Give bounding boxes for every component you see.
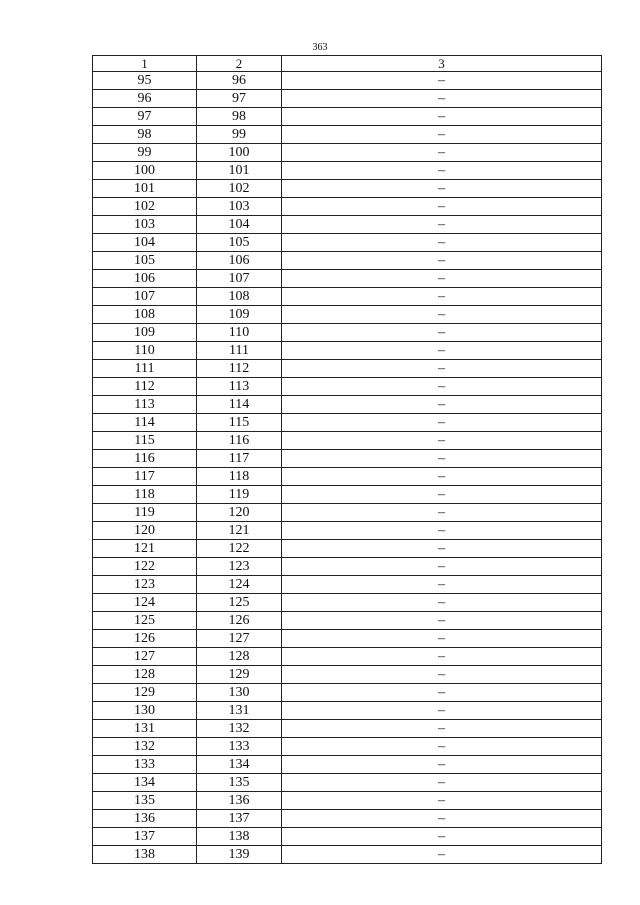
table-cell-col1: 118 — [93, 486, 197, 504]
table-cell-col1: 123 — [93, 576, 197, 594]
table-row — [93, 630, 602, 648]
table-cell-col3: – — [282, 792, 602, 810]
table-row — [93, 360, 602, 378]
table-cell-col1: 112 — [93, 378, 197, 396]
table-cell-col3: – — [282, 558, 602, 576]
table-cell-col1: 107 — [93, 288, 197, 306]
table-cell-col2: 106 — [197, 252, 282, 270]
table-cell-col1: 114 — [93, 414, 197, 432]
table-cell-col3: – — [282, 540, 602, 558]
table-cell-col3: – — [282, 612, 602, 630]
table-cell-col2: 102 — [197, 180, 282, 198]
table-row — [93, 180, 602, 198]
table-cell-col1: 110 — [93, 342, 197, 360]
table-cell-col3: – — [282, 342, 602, 360]
table-row — [93, 576, 602, 594]
table-cell-col3: – — [282, 576, 602, 594]
table-cell-col1: 134 — [93, 774, 197, 792]
table-row — [93, 558, 602, 576]
table-cell-col1: 95 — [93, 72, 197, 90]
table-cell-col1: 136 — [93, 810, 197, 828]
table-cell-col3: – — [282, 774, 602, 792]
table-cell-col2: 127 — [197, 630, 282, 648]
table-cell-col2: 100 — [197, 144, 282, 162]
table-cell-col2: 111 — [197, 342, 282, 360]
table-cell-col1: 124 — [93, 594, 197, 612]
table-cell-col3: – — [282, 162, 602, 180]
table-cell-col1: 130 — [93, 702, 197, 720]
table-row — [93, 666, 602, 684]
table-cell-col2: 114 — [197, 396, 282, 414]
table-row — [93, 738, 602, 756]
table-cell-col2: 109 — [197, 306, 282, 324]
table-cell-col2: 130 — [197, 684, 282, 702]
table-cell-col1: 132 — [93, 738, 197, 756]
table-cell-col2: 126 — [197, 612, 282, 630]
table-cell-col2: 139 — [197, 846, 282, 864]
table-row — [93, 774, 602, 792]
table-row — [93, 468, 602, 486]
table-cell-col2: 128 — [197, 648, 282, 666]
table-cell-col3: – — [282, 360, 602, 378]
table-row — [93, 684, 602, 702]
table-cell-col3: – — [282, 180, 602, 198]
table-cell-col3: – — [282, 72, 602, 90]
table-cell-col1: 138 — [93, 846, 197, 864]
table-cell-col3: – — [282, 126, 602, 144]
table-cell-col1: 103 — [93, 216, 197, 234]
table-cell-col1: 127 — [93, 648, 197, 666]
table-cell-col1: 98 — [93, 126, 197, 144]
table-row — [93, 144, 602, 162]
table-cell-col2: 112 — [197, 360, 282, 378]
table-row — [93, 504, 602, 522]
table-cell-col2: 133 — [197, 738, 282, 756]
table-cell-col3: – — [282, 756, 602, 774]
table-cell-col2: 135 — [197, 774, 282, 792]
table-cell-col1: 97 — [93, 108, 197, 126]
table-row — [93, 90, 602, 108]
table-header-row — [93, 56, 602, 72]
table-row — [93, 252, 602, 270]
table-cell-col1: 105 — [93, 252, 197, 270]
table-cell-col1: 128 — [93, 666, 197, 684]
table-cell-col2: 137 — [197, 810, 282, 828]
table-cell-col1: 99 — [93, 144, 197, 162]
table-cell-col3: – — [282, 234, 602, 252]
table-cell-col2: 105 — [197, 234, 282, 252]
table-cell-col1: 135 — [93, 792, 197, 810]
table-cell-col3: – — [282, 486, 602, 504]
table-row — [93, 648, 602, 666]
table-row — [93, 396, 602, 414]
table-cell-col3: – — [282, 810, 602, 828]
table-cell-col2: 101 — [197, 162, 282, 180]
table-cell-col1: 113 — [93, 396, 197, 414]
table-cell-col3: – — [282, 846, 602, 864]
table-cell-col3: – — [282, 90, 602, 108]
table-row — [93, 720, 602, 738]
table-cell-col1: 116 — [93, 450, 197, 468]
table-cell-col2: 107 — [197, 270, 282, 288]
table-row — [93, 72, 602, 90]
table-row — [93, 234, 602, 252]
table-cell-col3: – — [282, 198, 602, 216]
table-cell-col2: 132 — [197, 720, 282, 738]
table-cell-col3: – — [282, 504, 602, 522]
table-cell-col1: 96 — [93, 90, 197, 108]
table-cell-col1: 117 — [93, 468, 197, 486]
table-cell-col1: 131 — [93, 720, 197, 738]
table-cell-col1: 102 — [93, 198, 197, 216]
table-cell-col2: 119 — [197, 486, 282, 504]
table-row — [93, 306, 602, 324]
table-cell-col1: 126 — [93, 630, 197, 648]
table-cell-col3: – — [282, 648, 602, 666]
table-cell-col2: 97 — [197, 90, 282, 108]
table-cell-col2: 117 — [197, 450, 282, 468]
table-cell-col2: 115 — [197, 414, 282, 432]
table-cell-col3: – — [282, 828, 602, 846]
table-row — [93, 846, 602, 864]
table-cell-col1: 104 — [93, 234, 197, 252]
page-number: 363 — [312, 42, 328, 53]
table-cell-col2: 129 — [197, 666, 282, 684]
table-cell-col3: – — [282, 252, 602, 270]
table-cell-col3: – — [282, 432, 602, 450]
table-cell-col3: – — [282, 630, 602, 648]
table-cell-col2: 118 — [197, 468, 282, 486]
table-cell-col1: 119 — [93, 504, 197, 522]
table-cell-col1: 133 — [93, 756, 197, 774]
table-row — [93, 792, 602, 810]
table-cell-col2: 116 — [197, 432, 282, 450]
table-cell-col2: 110 — [197, 324, 282, 342]
table-row — [93, 594, 602, 612]
table-row — [93, 414, 602, 432]
table-row — [93, 288, 602, 306]
table-cell-col1: 100 — [93, 162, 197, 180]
table-cell-col3: – — [282, 738, 602, 756]
table-cell-col1: 111 — [93, 360, 197, 378]
table-row — [93, 810, 602, 828]
table-row — [93, 324, 602, 342]
table-cell-col1: 122 — [93, 558, 197, 576]
table-cell-col3: – — [282, 306, 602, 324]
table-cell-col1: 109 — [93, 324, 197, 342]
table-cell-col2: 103 — [197, 198, 282, 216]
table-cell-col3: – — [282, 144, 602, 162]
table-cell-col2: 134 — [197, 756, 282, 774]
table-cell-col2: 108 — [197, 288, 282, 306]
table-cell-col2: 121 — [197, 522, 282, 540]
column-header-1: 1 — [93, 56, 197, 72]
table-cell-col2: 136 — [197, 792, 282, 810]
table-cell-col3: – — [282, 216, 602, 234]
table-cell-col2: 120 — [197, 504, 282, 522]
table-row — [93, 216, 602, 234]
table-row — [93, 162, 602, 180]
table-row — [93, 108, 602, 126]
table-row — [93, 486, 602, 504]
table-cell-col1: 101 — [93, 180, 197, 198]
table-cell-col3: – — [282, 684, 602, 702]
table-cell-col1: 115 — [93, 432, 197, 450]
table-cell-col2: 124 — [197, 576, 282, 594]
table-cell-col3: – — [282, 324, 602, 342]
table-cell-col2: 98 — [197, 108, 282, 126]
table-cell-col3: – — [282, 396, 602, 414]
table-cell-col3: – — [282, 702, 602, 720]
table-cell-col1: 125 — [93, 612, 197, 630]
table-cell-col3: – — [282, 720, 602, 738]
table-cell-col3: – — [282, 468, 602, 486]
table-row — [93, 756, 602, 774]
table-cell-col3: – — [282, 666, 602, 684]
table-row — [93, 540, 602, 558]
table-cell-col2: 96 — [197, 72, 282, 90]
table-row — [93, 702, 602, 720]
table-cell-col1: 129 — [93, 684, 197, 702]
table-cell-col1: 121 — [93, 540, 197, 558]
table-row — [93, 270, 602, 288]
column-header-3: 3 — [282, 56, 602, 72]
table-body — [93, 72, 602, 864]
table-cell-col3: – — [282, 378, 602, 396]
column-header-2: 2 — [197, 56, 282, 72]
table-row — [93, 450, 602, 468]
table-cell-col2: 113 — [197, 378, 282, 396]
table-row — [93, 522, 602, 540]
table-row — [93, 828, 602, 846]
table-row — [93, 378, 602, 396]
table-cell-col2: 131 — [197, 702, 282, 720]
table-cell-col3: – — [282, 522, 602, 540]
table-cell-col2: 138 — [197, 828, 282, 846]
table-cell-col2: 99 — [197, 126, 282, 144]
table-cell-col1: 120 — [93, 522, 197, 540]
table-cell-col2: 123 — [197, 558, 282, 576]
table-row — [93, 342, 602, 360]
table-cell-col3: – — [282, 270, 602, 288]
table-row — [93, 198, 602, 216]
table-cell-col1: 137 — [93, 828, 197, 846]
table-cell-col3: – — [282, 414, 602, 432]
table-row — [93, 432, 602, 450]
table-cell-col1: 106 — [93, 270, 197, 288]
table-cell-col3: – — [282, 108, 602, 126]
table-cell-col2: 104 — [197, 216, 282, 234]
table-cell-col2: 122 — [197, 540, 282, 558]
table-cell-col1: 108 — [93, 306, 197, 324]
data-table — [92, 55, 602, 864]
table-row — [93, 126, 602, 144]
table-cell-col2: 125 — [197, 594, 282, 612]
table-cell-col3: – — [282, 450, 602, 468]
table-row — [93, 612, 602, 630]
table-cell-col3: – — [282, 288, 602, 306]
table-cell-col3: – — [282, 594, 602, 612]
